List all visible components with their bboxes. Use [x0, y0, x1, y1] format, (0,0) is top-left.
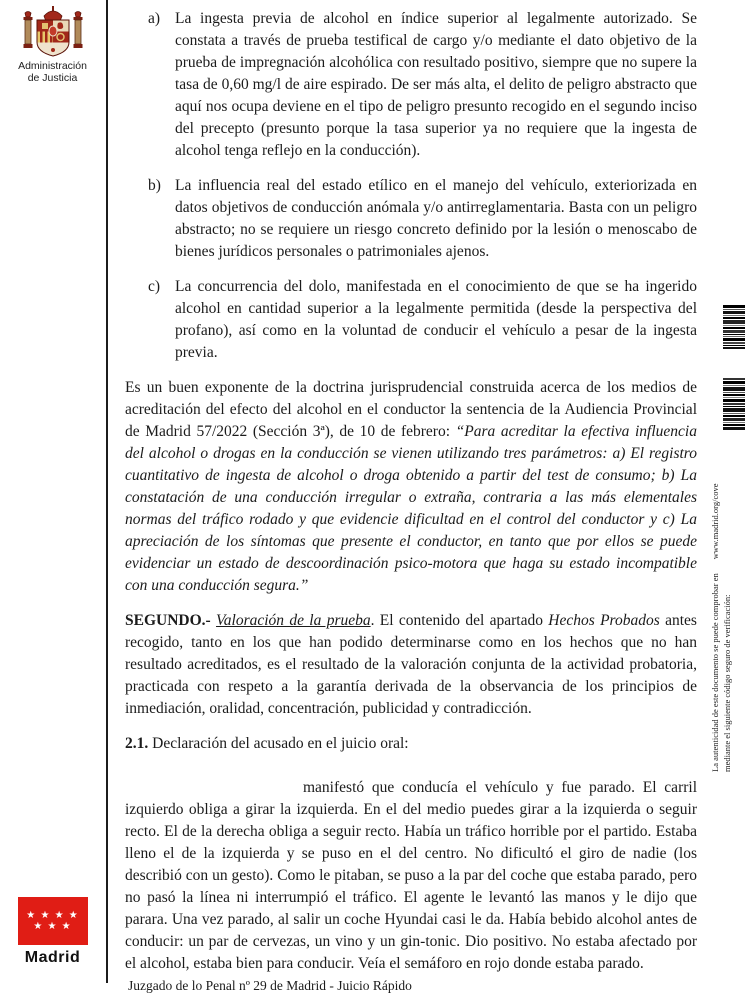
- list-item-a: [125, 8, 697, 162]
- list-text: La influencia real del estado etílico en el manejo del vehículo, exteriorizada en datos objetivos de conducción anómala y/o antirreglamentaria. Basta con un peligro abstracto; no se requiere un riesgo concreto definido por la lesión o menoscabo de bienes jurídicos personales o patrimoniales ajenos.: [175, 177, 697, 260]
- flag-stars-row2: ★ ★ ★: [33, 921, 72, 932]
- madrid-flag-icon: [18, 897, 88, 945]
- verification-line1: La autenticidad de este documento se puede comprobar enwww.madrid.org/cove: [710, 483, 720, 772]
- list-item-c: [125, 276, 697, 364]
- section-label: SEGUNDO.-: [125, 612, 217, 629]
- list-item-b: [125, 175, 697, 263]
- section-text-rest: antes recogido, tanto en los que han podido determinarse como en los hechos que no han resultado acreditados, es el resultado de la valoración conjunta de la actividad probatoria, practicada con respeto a la garantía derivada de la observancia de los principios de inmediación, oralidad, concentración, publicidad y contradicción.: [125, 612, 697, 717]
- subsection-number: 2.1.: [125, 735, 149, 752]
- flag-stars-row1: ★ ★ ★ ★: [26, 910, 79, 921]
- barcode-icon: [723, 378, 745, 430]
- section-title: Valoración de la prueba: [216, 612, 371, 629]
- court-footer: Juzgado de lo Penal nº 29 de Madrid - Juicio Rápido: [128, 978, 412, 993]
- justice-administration-header: [0, 6, 105, 84]
- spanish-coat-of-arms-icon: [20, 6, 86, 58]
- region-name: Madrid: [24, 949, 81, 966]
- verification-notice: [709, 440, 735, 772]
- verification-line2: mediante el siguiente código seguro de verificación:: [722, 594, 732, 772]
- doctrine-paragraph: [125, 377, 697, 597]
- agency-name-line1: Administración: [18, 60, 87, 72]
- list-marker: a): [148, 10, 161, 27]
- agency-name-line2: de Justicia: [27, 72, 78, 84]
- list-marker: b): [148, 177, 161, 194]
- section-text: . El contenido del apartado: [370, 612, 549, 629]
- sidebar-divider: [106, 0, 108, 983]
- second-section-paragraph: [125, 610, 697, 720]
- subsection-title: Declaración del acusado en el juicio oral:: [148, 735, 409, 752]
- list-text: La concurrencia del dolo, manifestada en el conocimiento de que se ha ingerido alcohol en cantidad superior a la legalmente permitida (desde la perspectiva del profano), así como en la voluntad de conducir el vehículo a pesar de la ingesta previa.: [175, 278, 697, 361]
- list-marker: c): [148, 278, 161, 295]
- barcode-icon: [723, 305, 745, 350]
- madrid-region-footer: [0, 897, 105, 967]
- subsection-2-1-heading: [125, 733, 697, 755]
- doctrine-quote: “Para acreditar la efectiva influencia del alcohol o drogas en la conducción se vienen utilizando tres parámetros: a) El registro cuantitativo de ingesta de alcohol o droga obtenido a partir del test de consumo; b) La constatación de una conducción irregular o extraña, contraria a las más elementales normas del tráfico rodado y que evidencie dificultad en el control del conductor y c) La apreciación de los síntomas que presente el conductor, en tanto que por ellos se puede evidenciar un estado de descoordinación psico-motora que haga su estado incompatible con una conducción segura.”: [125, 423, 697, 594]
- verification-url: www.madrid.org/cove: [710, 483, 720, 560]
- declaration-paragraph: manifestó que conducía el vehículo y fue parado. El carril izquierdo obliga a girar la izquierda. En el del medio puedes girar a la izquierda o seguir recto. El de la derecha obliga a seguir recto. Había un tráfico horrible por el partido. Estaba lleno el de la izquierda y se puso en el del centro. No dificultó el giro de nadie (los describió con un gesto). Como le pitaban, se puso a la par del coche que estaba parado, pero no pasó la línea ni interrumpió el tráfico. El agente le levantó las manos y le dijo que parara. Una vez parado, al salir un coche Hyundai casi le da. Había bebido alcohol antes de conducir: un par de cervezas, un vino y un gin-tonic. Dio positivo. No estaba afectado por el alcohol, estaba bien para conducir. Veía el semáforo en rojo donde estaba parado.: [125, 779, 697, 972]
- doctrine-lead: Es un buen exponente de la doctrina jurisprudencial construida acerca de los medios de acreditación del efecto del alcohol en el conductor la sentencia de la Audiencia Provincial de Madrid 57/2022 (Sección 3ª), de 10 de febrero:: [125, 379, 697, 440]
- list-text: La ingesta previa de alcohol en índice superior al legalmente autorizado. Se constata a través de prueba testifical de cargo y/o mediante el dato objetivo de la prueba de impregnación alcohólica con resultado positivo, siempre que no supere la tasa de 0,60 mg/l de aire espirado. De ser más alta, el delito de peligro abstracto que aquí nos ocupa deviene en el tipo de peligro presunto recogido en el segundo inciso del precepto (presunto porque la tasa superior ya no requiere que la ingesta de alcohol tenga reflejo en la conducción).: [175, 10, 697, 159]
- document-body: [125, 8, 697, 975]
- hechos-probados-ref: Hechos Probados: [548, 612, 660, 629]
